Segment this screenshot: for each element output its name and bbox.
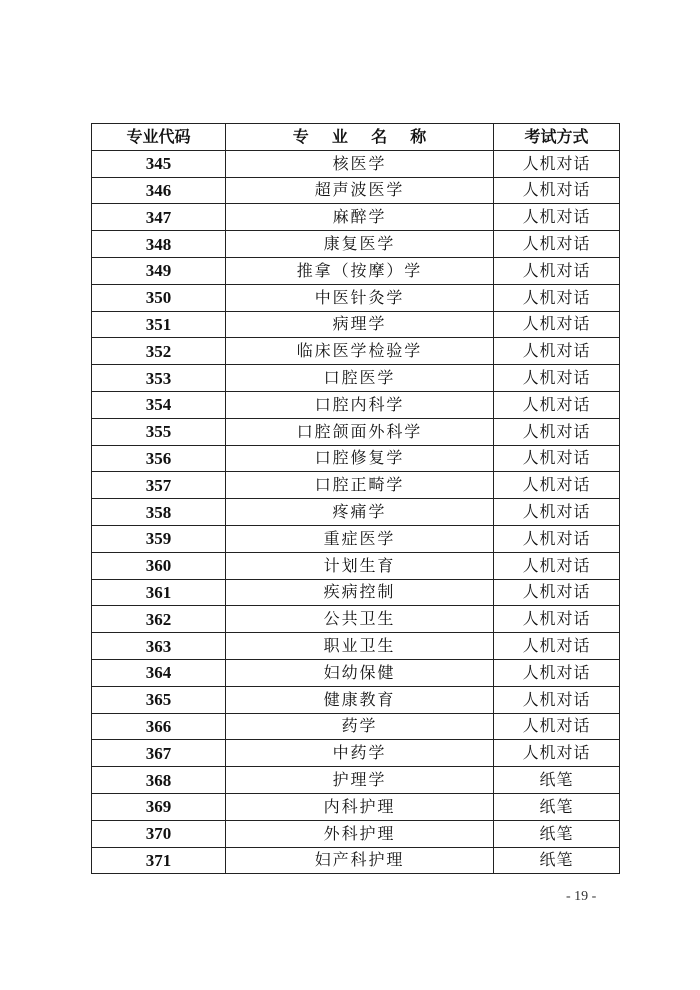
name-cell: 护理学 (226, 767, 494, 794)
mode-cell: 纸笔 (494, 767, 620, 794)
mode-cell: 人机对话 (494, 606, 620, 633)
name-cell: 临床医学检验学 (226, 338, 494, 365)
table-row (92, 472, 620, 499)
mode-cell: 人机对话 (494, 552, 620, 579)
code-cell: 369 (92, 793, 226, 820)
code-cell: 366 (92, 713, 226, 740)
table-body (92, 150, 620, 874)
name-cell: 计划生育 (226, 552, 494, 579)
name-cell: 口腔内科学 (226, 391, 494, 418)
name-cell: 超声波医学 (226, 177, 494, 204)
code-cell: 350 (92, 284, 226, 311)
code-cell: 352 (92, 338, 226, 365)
table-row (92, 418, 620, 445)
header-code: 专业代码 (92, 124, 226, 151)
name-cell: 内科护理 (226, 793, 494, 820)
header-row (92, 124, 620, 151)
table-row (92, 338, 620, 365)
page-number: - 19 - (566, 889, 597, 904)
mode-cell: 人机对话 (494, 499, 620, 526)
table-row (92, 231, 620, 258)
table-row (92, 713, 620, 740)
name-cell: 麻醉学 (226, 204, 494, 231)
code-cell: 357 (92, 472, 226, 499)
name-cell: 职业卫生 (226, 633, 494, 660)
code-cell: 365 (92, 686, 226, 713)
table-row (92, 767, 620, 794)
table-row (92, 659, 620, 686)
code-cell: 349 (92, 257, 226, 284)
name-cell: 药学 (226, 713, 494, 740)
code-cell: 355 (92, 418, 226, 445)
table-row (92, 499, 620, 526)
code-cell: 348 (92, 231, 226, 258)
table-header (92, 124, 620, 151)
mode-cell: 纸笔 (494, 793, 620, 820)
name-cell: 核医学 (226, 150, 494, 177)
code-cell: 360 (92, 552, 226, 579)
name-cell: 口腔医学 (226, 365, 494, 392)
table-row (92, 793, 620, 820)
code-cell: 347 (92, 204, 226, 231)
specialty-exam-table (91, 123, 620, 874)
code-cell: 371 (92, 847, 226, 874)
header-mode: 考试方式 (494, 124, 620, 151)
mode-cell: 人机对话 (494, 391, 620, 418)
mode-cell: 人机对话 (494, 472, 620, 499)
mode-cell: 纸笔 (494, 820, 620, 847)
mode-cell: 人机对话 (494, 177, 620, 204)
name-cell: 康复医学 (226, 231, 494, 258)
table-row (92, 391, 620, 418)
table-row (92, 150, 620, 177)
mode-cell: 人机对话 (494, 740, 620, 767)
table-row (92, 579, 620, 606)
mode-cell: 人机对话 (494, 418, 620, 445)
name-cell: 口腔修复学 (226, 445, 494, 472)
mode-cell: 人机对话 (494, 686, 620, 713)
code-cell: 345 (92, 150, 226, 177)
name-cell: 外科护理 (226, 820, 494, 847)
name-cell: 口腔颌面外科学 (226, 418, 494, 445)
mode-cell: 人机对话 (494, 365, 620, 392)
name-cell: 推拿（按摩）学 (226, 257, 494, 284)
mode-cell: 人机对话 (494, 713, 620, 740)
mode-cell: 人机对话 (494, 231, 620, 258)
table-row (92, 204, 620, 231)
name-cell: 妇产科护理 (226, 847, 494, 874)
table-row (92, 311, 620, 338)
code-cell: 367 (92, 740, 226, 767)
code-cell: 358 (92, 499, 226, 526)
name-cell: 口腔正畸学 (226, 472, 494, 499)
name-cell: 疾病控制 (226, 579, 494, 606)
name-cell: 健康教育 (226, 686, 494, 713)
code-cell: 370 (92, 820, 226, 847)
table-row (92, 365, 620, 392)
table-row (92, 257, 620, 284)
mode-cell: 纸笔 (494, 847, 620, 874)
mode-cell: 人机对话 (494, 284, 620, 311)
table-row (92, 606, 620, 633)
mode-cell: 人机对话 (494, 257, 620, 284)
table-row (92, 177, 620, 204)
table-row (92, 284, 620, 311)
mode-cell: 人机对话 (494, 445, 620, 472)
code-cell: 364 (92, 659, 226, 686)
code-cell: 368 (92, 767, 226, 794)
mode-cell: 人机对话 (494, 659, 620, 686)
header-name: 专 业 名 称 (226, 124, 494, 151)
table-row (92, 525, 620, 552)
table-row (92, 686, 620, 713)
code-cell: 354 (92, 391, 226, 418)
table-row (92, 740, 620, 767)
mode-cell: 人机对话 (494, 204, 620, 231)
code-cell: 361 (92, 579, 226, 606)
name-cell: 重症医学 (226, 525, 494, 552)
name-cell: 公共卫生 (226, 606, 494, 633)
table-row (92, 633, 620, 660)
code-cell: 363 (92, 633, 226, 660)
name-cell: 疼痛学 (226, 499, 494, 526)
table-row (92, 552, 620, 579)
code-cell: 359 (92, 525, 226, 552)
table-row (92, 820, 620, 847)
name-cell: 中医针灸学 (226, 284, 494, 311)
code-cell: 346 (92, 177, 226, 204)
name-cell: 病理学 (226, 311, 494, 338)
table-row (92, 847, 620, 874)
code-cell: 353 (92, 365, 226, 392)
mode-cell: 人机对话 (494, 525, 620, 552)
mode-cell: 人机对话 (494, 633, 620, 660)
mode-cell: 人机对话 (494, 338, 620, 365)
mode-cell: 人机对话 (494, 579, 620, 606)
code-cell: 362 (92, 606, 226, 633)
code-cell: 356 (92, 445, 226, 472)
mode-cell: 人机对话 (494, 311, 620, 338)
table-row (92, 445, 620, 472)
name-cell: 中药学 (226, 740, 494, 767)
name-cell: 妇幼保健 (226, 659, 494, 686)
code-cell: 351 (92, 311, 226, 338)
mode-cell: 人机对话 (494, 150, 620, 177)
